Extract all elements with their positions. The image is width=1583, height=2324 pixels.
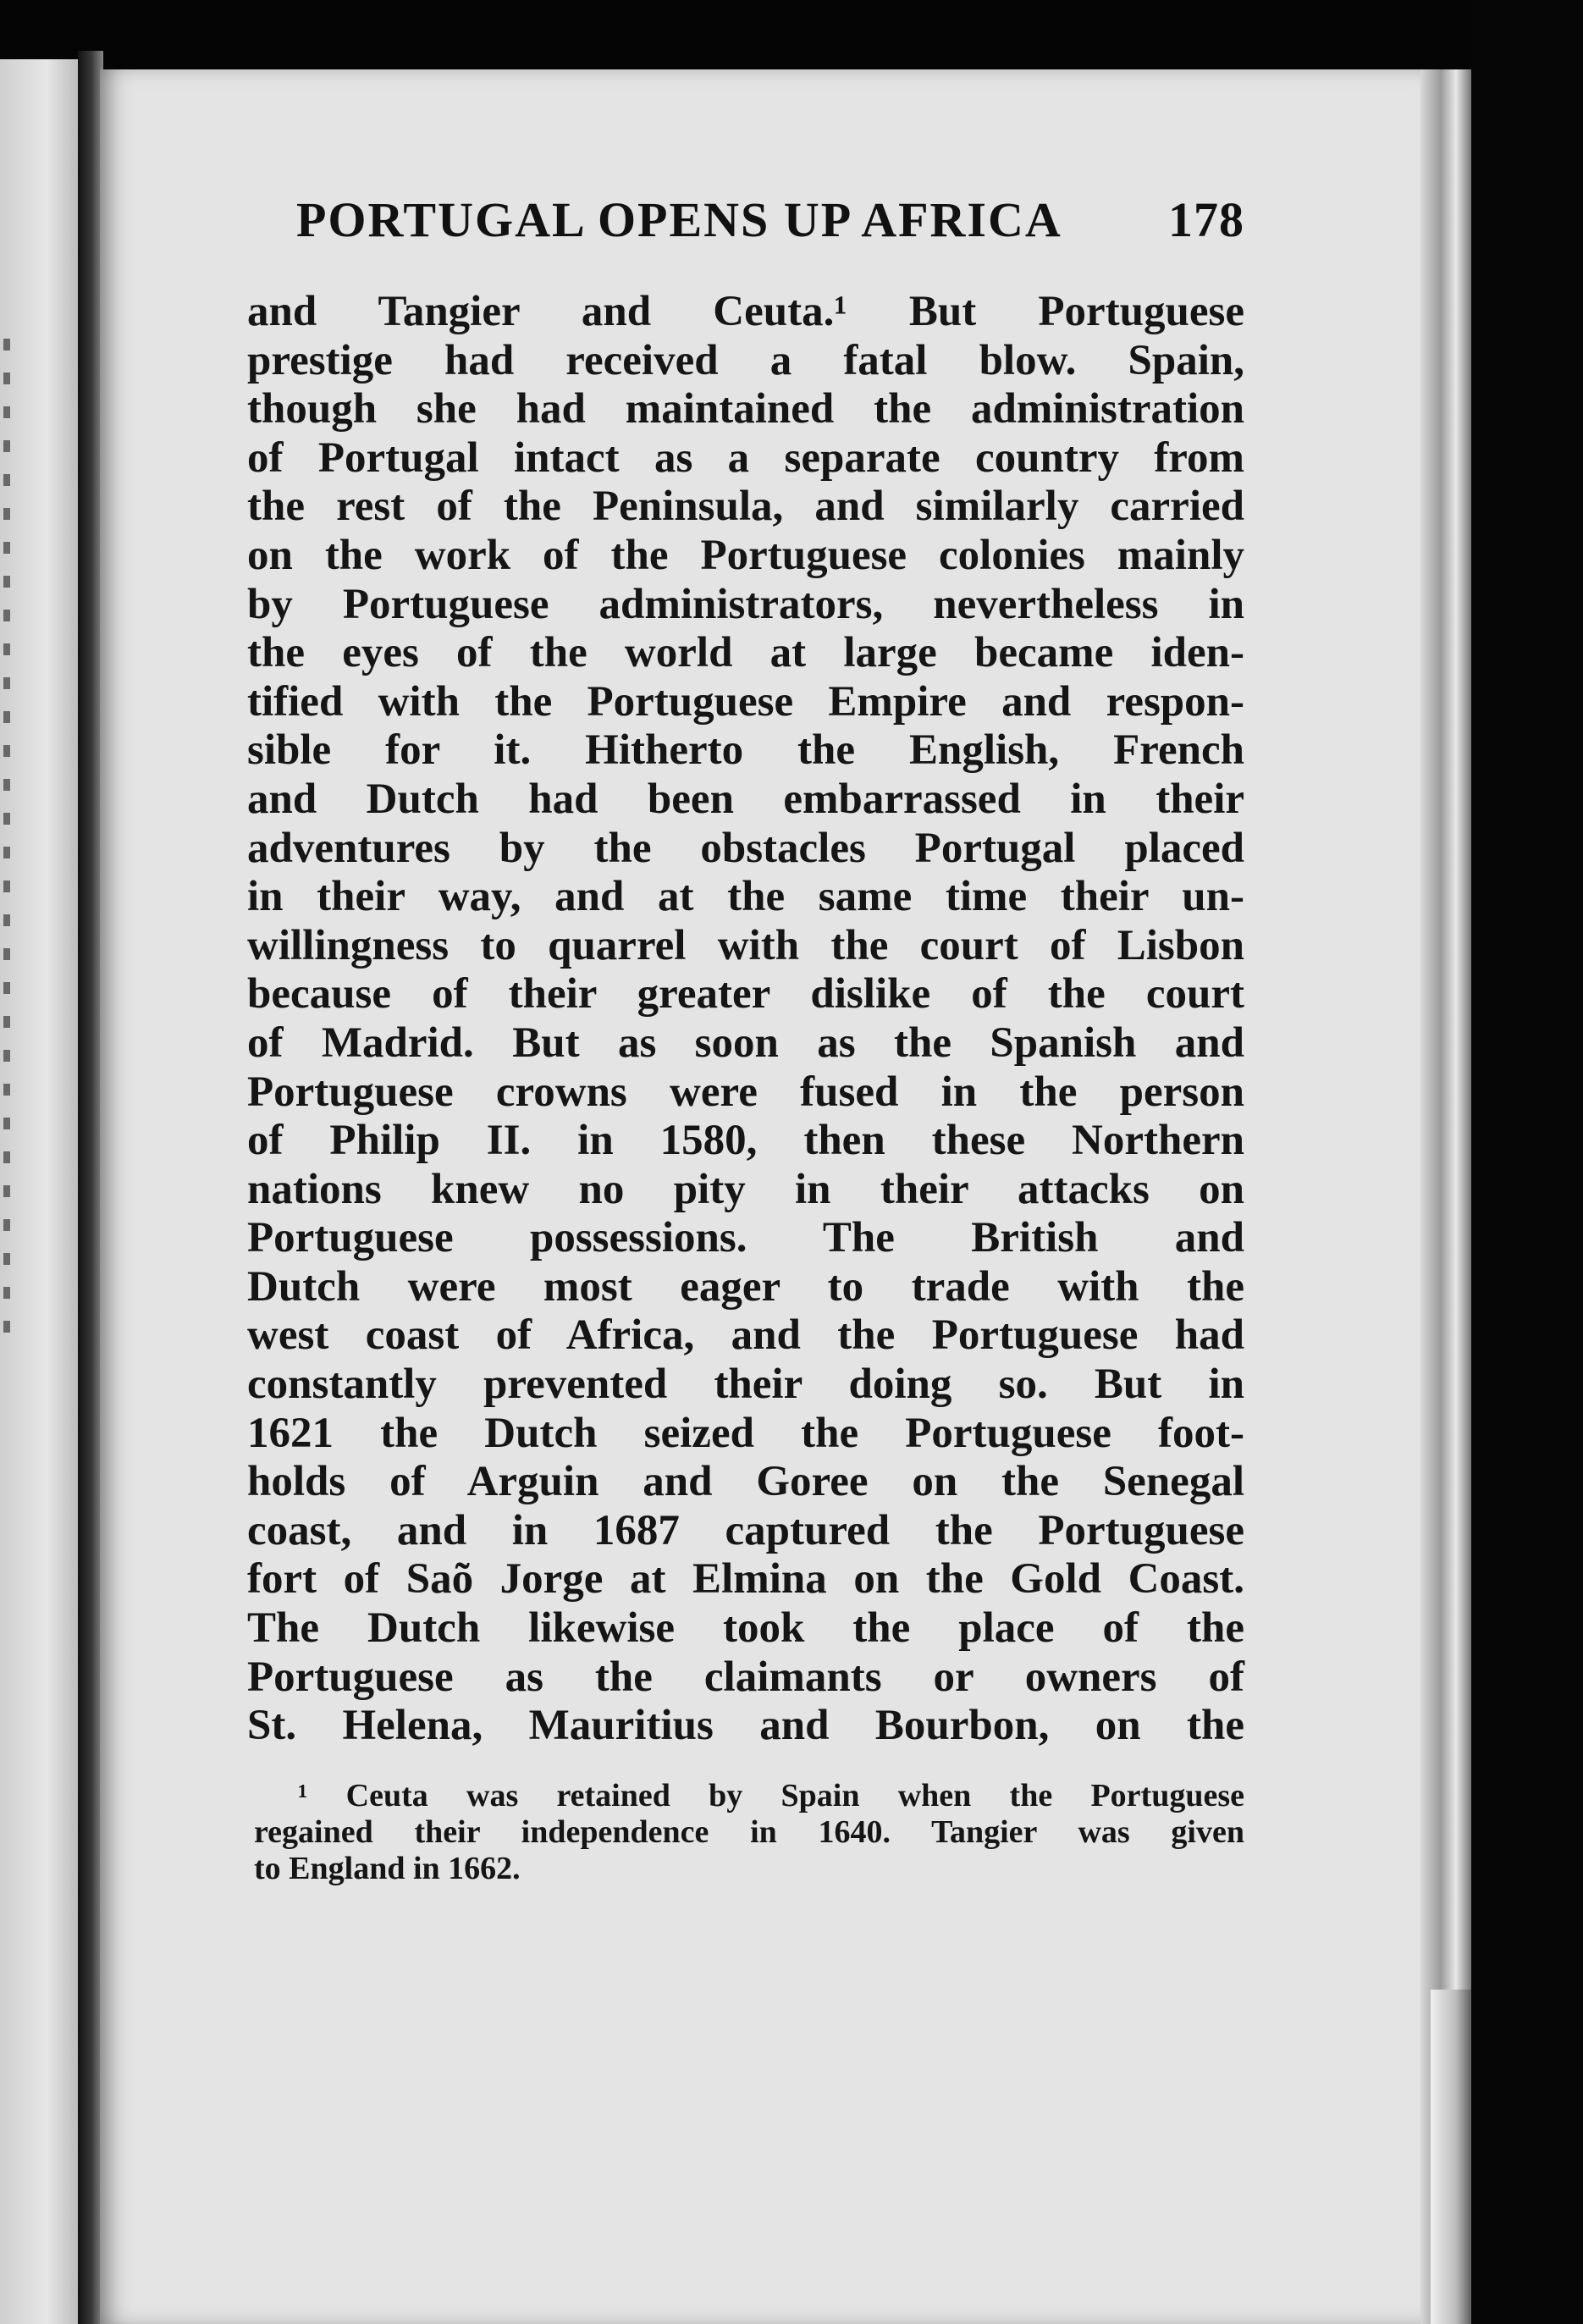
body-line: west coast of Africa, and the Portuguese had (247, 1311, 1244, 1360)
adjacent-left-page (0, 59, 78, 2324)
body-line: though she had maintained the administration (247, 385, 1244, 433)
body-line: fort of Saõ Jorge at Elmina on the Gold Coast. (247, 1555, 1244, 1604)
body-line: tified with the Portuguese Empire and respon- (247, 677, 1244, 726)
footnote-line: to England in 1662. (254, 1851, 521, 1886)
body-line: Portuguese possessions. The British and (247, 1214, 1244, 1262)
top-dark-border (0, 0, 1583, 69)
body-line: nations knew no pity in their attacks on (247, 1165, 1244, 1213)
body-line: The Dutch likewise took the place of the (247, 1604, 1244, 1653)
footnote-line: ¹ Ceuta was retained by Spain when the Portuguese (298, 1778, 1244, 1813)
footnote (254, 1778, 1244, 1887)
body-line: of Portugal intact as a separate country from (247, 433, 1244, 482)
body-line: Portuguese crowns were fused in the person (247, 1068, 1244, 1116)
running-head-title: PORTUGAL OPENS UP AFRICA (296, 192, 1062, 247)
body-line: Dutch were most eager to trade with the (247, 1262, 1244, 1311)
body-line: holds of Arguin and Goree on the Senegal (247, 1458, 1244, 1506)
body-line: willingness to quarrel with the court of Lisbon (247, 921, 1244, 969)
body-line: of Philip II. in 1580, then these Northern (247, 1117, 1244, 1165)
body-line: the rest of the Peninsula, and similarly carried (247, 483, 1244, 531)
body-line: by Portuguese administrators, nevertheless in (247, 580, 1244, 628)
body-line: and Dutch had been embarrassed in their (247, 775, 1244, 823)
body-line: coast, and in 1687 captured the Portuguese (247, 1506, 1244, 1554)
body-line: because of their greater dislike of the court (247, 970, 1244, 1018)
body-line: Portuguese as the claimants or owners of (247, 1653, 1244, 1701)
body-line: St. Helena, Mauritius and Bourbon, on the (247, 1702, 1244, 1750)
left-page-edge-marks (3, 339, 10, 1355)
body-line: constantly prevented their doing so. But in (247, 1361, 1244, 1409)
running-head (296, 191, 1244, 248)
footnote-line: regained their independence in 1640. Tangier was given (254, 1814, 1244, 1850)
body-line: adventures by the obstacles Portugal placed (247, 824, 1244, 872)
body-text (247, 288, 1244, 1751)
body-line: of Madrid. But as soon as the Spanish and (247, 1018, 1244, 1067)
body-line: in their way, and at the same time their un- (247, 873, 1244, 921)
page-number: 178 (1168, 192, 1244, 247)
right-dark-border (1471, 0, 1583, 2324)
body-line: on the work of the Portuguese colonies mainly (247, 531, 1244, 579)
body-line: 1621 the Dutch seized the Portuguese foot- (247, 1409, 1244, 1457)
page-stack-edge (1420, 69, 1471, 2324)
body-line: sible for it. Hitherto the English, French (247, 726, 1244, 775)
body-line: prestige had received a fatal blow. Spain, (247, 336, 1244, 384)
page-corner-curl (1431, 1990, 1473, 2324)
body-line: and Tangier and Ceuta.¹ But Portuguese (247, 288, 1244, 335)
body-line: the eyes of the world at large became iden- (247, 629, 1244, 677)
